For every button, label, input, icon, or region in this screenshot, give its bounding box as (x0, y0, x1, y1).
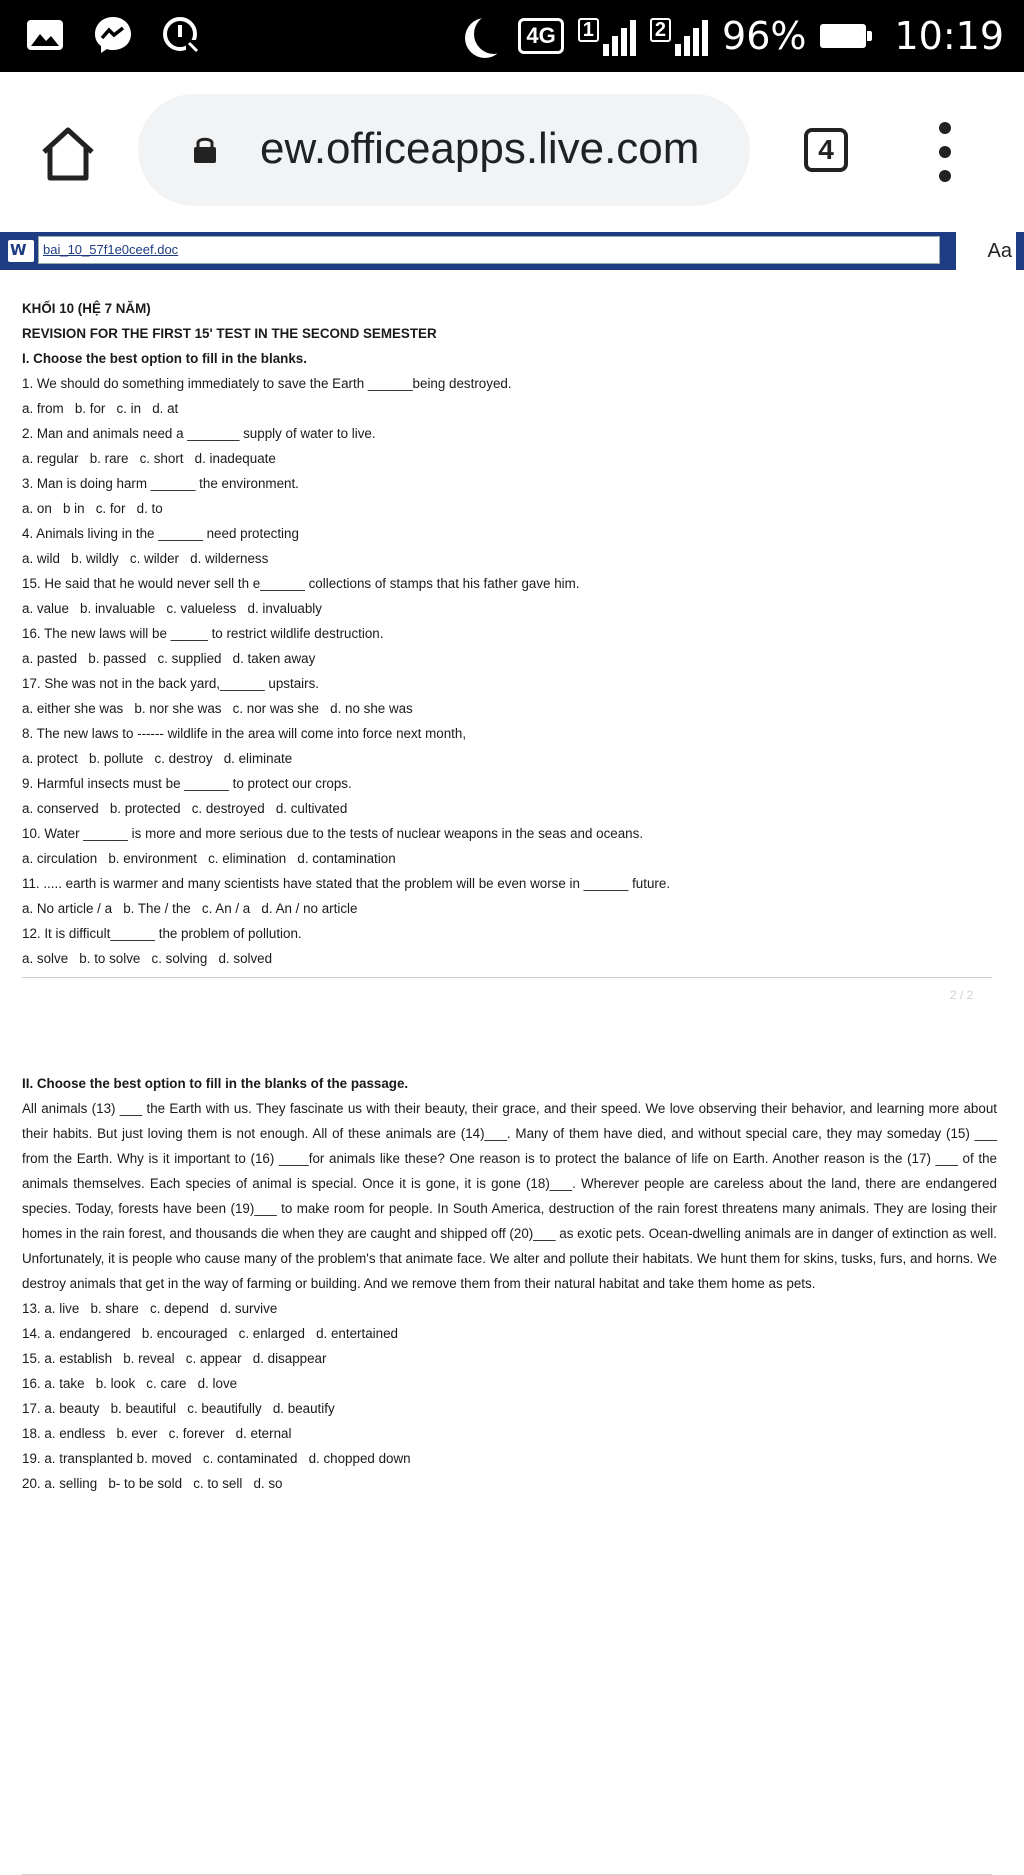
section2-options: 15. a. establish b. reveal c. appear d. disappear (22, 1351, 327, 1366)
section2-questions (22, 1296, 992, 1496)
section2-options: 14. a. endangered b. encouraged c. enlarged d. entertained (22, 1326, 398, 1341)
section1-question: 2. Man and animals need a _______ supply of water to live. (22, 426, 376, 441)
menu-dot-icon (939, 170, 951, 182)
url-text: ew.officeapps.live.com (260, 124, 700, 173)
text-size-button[interactable]: Aa (956, 232, 1016, 270)
section1-title: I. Choose the best option to fill in the blanks. (22, 351, 307, 366)
network-type-label: 4G (518, 18, 563, 54)
section1-options: a. either she was b. nor she was c. nor was she d. no she was (22, 701, 413, 716)
section1-question: 10. Water ______ is more and more serious due to the tests of nuclear weapons in the seas and oceans. (22, 826, 644, 841)
section2-options: 20. a. selling b- to be sold c. to sell d. so (22, 1476, 283, 1491)
doc-header-grade: KHỐI 10 (HỆ 7 NĂM) (22, 301, 151, 316)
document-page-1 (22, 296, 992, 971)
section1-options: a. on b in c. for d. to (22, 501, 163, 516)
section1-question: 16. The new laws will be _____ to restrict wildlife destruction. (22, 626, 384, 641)
battery-icon (820, 24, 866, 48)
word-app-icon (8, 240, 34, 262)
tab-switcher-button[interactable]: 4 (804, 128, 848, 172)
section2-title: II. Choose the best option to fill in the blanks of the passage. (22, 1076, 409, 1091)
section1-options: a. solve b. to solve c. solving d. solved (22, 951, 273, 966)
status-bar (0, 0, 1024, 72)
section1-question: 11. ..... earth is warmer and many scientists have stated that the problem will be even worse in ______ future. (22, 876, 671, 891)
section1-options: a. regular b. rare c. short d. inadequate (22, 451, 276, 466)
battery-percent: 96% (722, 14, 807, 58)
section1-options: a. from b. for c. in d. at (22, 401, 179, 416)
section1-options: a. No article / a b. The / the c. An / a d. An / no article (22, 901, 358, 916)
section1-question: 15. He said that he would never sell th e______ collections of stamps that his father gave him. (22, 576, 580, 591)
section1-options: a. wild b. wildly c. wilder d. wilderness (22, 551, 269, 566)
section1-options: a. value b. invaluable c. valueless d. invaluably (22, 601, 322, 616)
section1-questions (22, 371, 992, 971)
section1-options: a. protect b. pollute c. destroy d. eliminate (22, 751, 293, 766)
section2-options: 13. a. live b. share c. depend d. survive (22, 1301, 278, 1316)
section2-options: 17. a. beauty b. beautiful c. beautifully d. beautify (22, 1401, 335, 1416)
document-filename: bai_10_57f1e0ceef.doc (43, 242, 179, 257)
section1-question: 1. We should do something immediately to save the Earth ______being destroyed. (22, 376, 512, 391)
section1-question: 17. She was not in the back yard,______ upstairs. (22, 676, 320, 691)
section2-options: 16. a. take b. look c. care d. love (22, 1376, 238, 1391)
section2-options: 19. a. transplanted b. moved c. contaminated d. chopped down (22, 1451, 411, 1466)
sync-notification-icon (160, 14, 202, 56)
page-separator (22, 977, 992, 978)
address-bar[interactable] (138, 94, 750, 206)
menu-dot-icon (939, 122, 951, 134)
section1-question: 8. The new laws to ------ wildlife in the area will come into force next month, (22, 726, 467, 741)
section2-options: 18. a. endless b. ever c. forever d. eternal (22, 1426, 292, 1441)
section1-question: 4. Animals living in the ______ need protecting (22, 526, 299, 541)
gallery-notification-icon (24, 14, 66, 56)
section1-question: 3. Man is doing harm ______ the environment. (22, 476, 299, 491)
overflow-menu-button[interactable] (930, 122, 960, 182)
document-name-box[interactable] (38, 236, 940, 264)
section1-options: a. pasted b. passed c. supplied d. taken away (22, 651, 316, 666)
do-not-disturb-icon (474, 14, 514, 54)
section1-question: 12. It is difficult______ the problem of pollution. (22, 926, 302, 941)
passage-text: All animals (13) ___ the Earth with us. They fascinate us with their beauty, their grace, and their speed. We love observing their behavior, and learning more about their habits. But just loving them is not enough. All of these animals are (14)___. Many of them have died, and without special care, they may someday (15) ___ from the Earth. Why is it important to (16) ____for animals like these? One reason is to protect the balance of life on Earth. Another reason is the (17) ___ of the animals themselves. Each species of animal is special. Once it is gone, it is gone (18)___. Wherever people are careless about the land, there are endangered species. Today, forests have been (19)___ to make room for people. In South America, destruction of the rain forest threatens many animals. They are losing their homes in the rain forest, and thousands die when they are caught and shipped off (20)___ as exotic pets. Ocean-dwelling animals are in danger of extinction as well. Unfortunately, it is people who cause many of the problem's that animate face. We alter and pollute their habitats. We hunt them for skins, tusks, furs, and horns. We destroy animals that get in the way of farming or building. And we remove them from their natural habitat and take them home as pets. (22, 1101, 997, 1291)
browser-toolbar (0, 72, 1024, 232)
home-icon (36, 122, 100, 186)
section1-question: 9. Harmful insects must be ______ to protect our crops. (22, 776, 352, 791)
menu-dot-icon (939, 146, 951, 158)
sim1-signal-icon: 1 (578, 16, 636, 56)
section1-options: a. conserved b. protected c. destroyed d. cultivated (22, 801, 348, 816)
section1-options: a. circulation b. environment c. elimination d. contamination (22, 851, 396, 866)
document-page-2 (22, 1071, 997, 1496)
home-button[interactable] (36, 122, 100, 186)
lock-icon (190, 134, 220, 164)
doc-header-title: REVISION FOR THE FIRST 15' TEST IN THE SECOND SEMESTER (22, 326, 437, 341)
document-viewer-bar (0, 232, 1024, 270)
messenger-notification-icon (92, 14, 134, 56)
clock: 10:19 (894, 14, 1004, 58)
page-number: 2 / 2 (950, 988, 974, 1002)
sim2-signal-icon: 2 (650, 16, 708, 56)
